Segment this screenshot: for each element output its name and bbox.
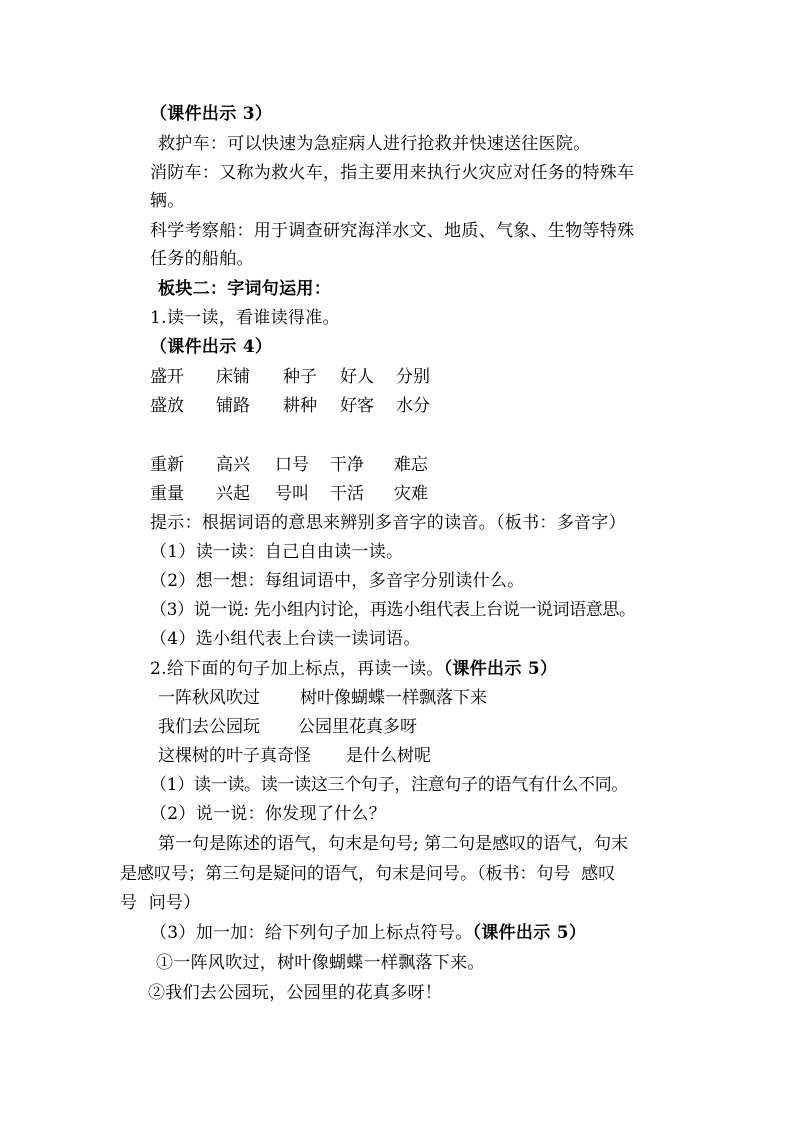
sentence-part: 树叶像蝴蝶一样飘落下来 (300, 688, 487, 708)
exercise-2-title (150, 658, 557, 680)
sentence-part: 一阵秋风吹过 (158, 688, 260, 708)
word: 种子 (283, 367, 317, 387)
step-add-text: （3）加一加：给下列句子加上标点符号。 (150, 923, 473, 943)
step-1: （1）读一读：自己自由读一读。 (150, 542, 404, 562)
explanation-line: 号 问号） (120, 893, 201, 913)
word: 盛开 (150, 367, 184, 387)
answer-1: ①一阵风吹过，树叶像蝴蝶一样飘落下来。 (156, 953, 485, 973)
fire-truck-definition: 消防车：又称为救火车，指主要用来执行火灾应对任务的特殊车 (150, 163, 635, 183)
sentence-row (158, 716, 638, 738)
word: 好人 (340, 367, 374, 387)
word: 分别 (396, 367, 430, 387)
word: 高兴 (216, 455, 250, 475)
word: 耕种 (283, 396, 317, 416)
research-ship-definition: 科学考察船：用于调查研究海洋水文、地质、气象、生物等特殊 (150, 221, 635, 241)
word: 口号 (275, 455, 309, 475)
step-2: （2）想一想：每组词语中，多音字分别读什么。 (150, 571, 525, 591)
word: 水分 (396, 396, 430, 416)
word: 难忘 (394, 455, 428, 475)
explanation-line: 第一句是陈述的语气，句末是句号; 第二句是感叹的语气，句末 (158, 834, 629, 854)
word-row (150, 395, 650, 417)
slide-tag-4: （课件出示 4） (150, 337, 273, 357)
word: 干活 (330, 484, 364, 504)
sentence-row (158, 745, 638, 767)
word: 好客 (340, 396, 374, 416)
explanation-line: 是感叹号；第三句是疑问的语气，句末是问号。（板书：句号 感叹 (120, 864, 616, 884)
answer-2: ②我们去公园玩，公园里的花真多呀！ (148, 983, 443, 1003)
word: 重新 (150, 455, 184, 475)
step-4: （4）选小组代表上台读一读词语。 (150, 629, 421, 649)
exercise-2-text: 2.给下面的句子加上标点，再读一读。 (150, 659, 444, 679)
word: 铺路 (216, 396, 250, 416)
sentence-row (158, 687, 638, 709)
exercise-1-title: 1.读一读，看谁读得准。 (150, 308, 340, 328)
sentence-part: 这棵树的叶子真奇怪 (158, 746, 311, 766)
word: 干净 (330, 455, 364, 475)
hint: 提示：根据词语的意思来辨别多音字的读音。（板书：多音字） (150, 513, 626, 533)
research-ship-definition-cont: 任务的船舶。 (150, 249, 254, 269)
ambulance-definition: 救护车：可以快速为急症病人进行抢救并快速送往医院。 (158, 134, 591, 154)
word: 灾难 (394, 484, 428, 504)
word: 号叫 (275, 484, 309, 504)
section-heading: 板块二：字词句运用： (158, 279, 331, 299)
sentence-part: 我们去公园玩 (158, 717, 260, 737)
fire-truck-definition-cont: 辆。 (150, 191, 185, 211)
sentence-part: 是什么树呢 (346, 746, 431, 766)
slide-tag-5: （课件出示 5） (443, 659, 558, 679)
slide-tag-5b: （课件出示 5） (472, 923, 587, 943)
word-row (150, 454, 650, 476)
word: 盛放 (150, 396, 184, 416)
step-read: （1）读一读。读一读这三个句子，注意句子的语气有什么不同。 (150, 775, 629, 795)
word-row (150, 366, 650, 388)
word: 重量 (150, 484, 184, 504)
step-say: （2）说一说：你发现了什么？ (150, 804, 387, 824)
word: 兴起 (216, 484, 250, 504)
word: 床铺 (216, 367, 250, 387)
step-add (150, 922, 586, 944)
slide-tag-3: （课件出示 3） (150, 104, 273, 124)
word-row (150, 483, 650, 505)
sentence-part: 公园里花真多呀 (298, 717, 417, 737)
step-3: （3）说一说: 先小组内讨论，再选小组代表上台说一说词语意思。 (150, 600, 636, 620)
